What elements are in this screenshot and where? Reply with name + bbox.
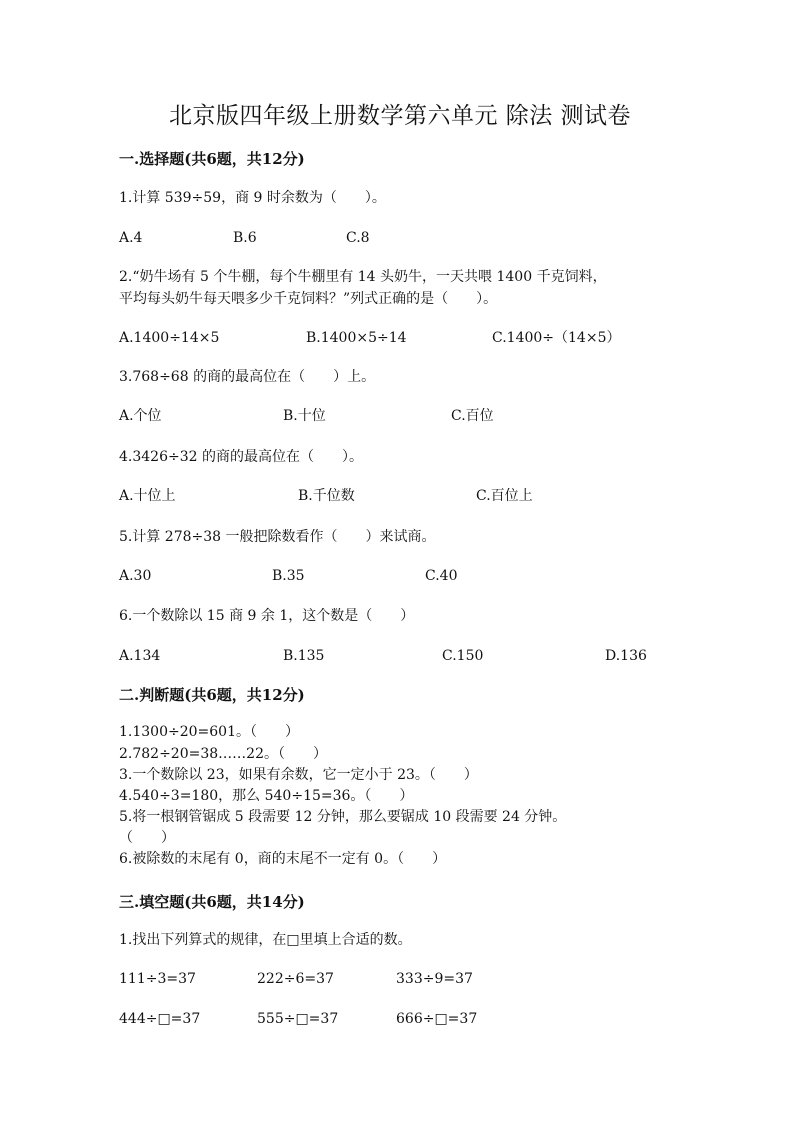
option-a: A.个位 bbox=[119, 408, 162, 424]
question-text: 3.768÷68 的商的最高位在（ ）上。 bbox=[119, 369, 376, 385]
option-b: B.千位数 bbox=[298, 488, 355, 504]
option-a: A.30 bbox=[119, 568, 152, 584]
true-false-item: 5.将一根钢管锯成 5 段需要 12 分钟，那么要锯成 10 段需要 24 分钟。 bbox=[119, 809, 567, 825]
true-false-item: 3.一个数除以 23，如果有余数，它一定小于 23。（ ） bbox=[119, 767, 478, 783]
option-b: B.1400×5÷14 bbox=[306, 330, 407, 346]
option-a: A.4 bbox=[119, 230, 143, 246]
question-text-line1: 2.“奶牛场有 5 个牛棚，每个牛棚里有 14 头奶牛，一天共喂 1400 千克饲料， bbox=[119, 269, 607, 285]
true-false-item: 2.782÷20=38……22。（ ） bbox=[119, 746, 327, 762]
option-c: C.百位 bbox=[451, 408, 494, 424]
equation-blank: 444÷□=37 bbox=[119, 1011, 201, 1027]
question-text: 6.一个数除以 15 商 9 余 1，这个数是（ ） bbox=[119, 608, 415, 624]
option-b: B.35 bbox=[272, 568, 305, 584]
equation-blank: 555÷□=37 bbox=[257, 1011, 339, 1027]
question-text: 1.计算 539÷59，商 9 时余数为（ ）。 bbox=[119, 190, 386, 206]
option-a: A.1400÷14×5 bbox=[119, 330, 220, 346]
option-c: C.40 bbox=[425, 568, 458, 584]
section-title-multiple-choice: 一.选择题(共6题，共12分) bbox=[119, 150, 305, 168]
section-title-true-false: 二.判断题(共6题，共12分) bbox=[119, 686, 305, 704]
equation: 333÷9=37 bbox=[396, 971, 473, 987]
true-false-item: 1.1300÷20=601。（ ） bbox=[119, 724, 299, 740]
question-text-line2: 平均每头奶牛每天喂多少千克饲料？”列式正确的是（ ）。 bbox=[119, 291, 498, 307]
question-text: 1.找出下列算式的规律，在□里填上合适的数。 bbox=[119, 932, 412, 948]
option-c: C.1400÷（14×5） bbox=[492, 330, 621, 346]
option-b: B.十位 bbox=[283, 408, 326, 424]
option-b: B.135 bbox=[283, 648, 325, 664]
option-c: C.8 bbox=[346, 230, 370, 246]
option-a: A.134 bbox=[119, 648, 161, 664]
option-c: C.150 bbox=[442, 648, 484, 664]
section-title-fill-in: 三.填空题(共6题，共14分) bbox=[119, 893, 305, 911]
equation: 222÷6=37 bbox=[257, 971, 334, 987]
equation-blank: 666÷□=37 bbox=[396, 1011, 478, 1027]
true-false-item-continuation: （ ） bbox=[119, 830, 175, 846]
page-title: 北京版四年级上册数学第六单元 除法 测试卷 bbox=[168, 103, 632, 129]
question-text: 4.3426÷32 的商的最高位在（ ）。 bbox=[119, 449, 363, 465]
true-false-item: 6.被除数的末尾有 0，商的末尾不一定有 0。（ ） bbox=[119, 851, 447, 867]
equation: 111÷3=37 bbox=[119, 971, 196, 987]
option-b: B.6 bbox=[233, 230, 257, 246]
question-text: 5.计算 278÷38 一般把除数看作（ ）来试商。 bbox=[119, 529, 436, 545]
option-c: C.百位上 bbox=[476, 488, 533, 504]
option-d: D.136 bbox=[605, 648, 647, 664]
true-false-item: 4.540÷3=180，那么 540÷15=36。（ ） bbox=[119, 788, 414, 804]
option-a: A.十位上 bbox=[119, 488, 176, 504]
